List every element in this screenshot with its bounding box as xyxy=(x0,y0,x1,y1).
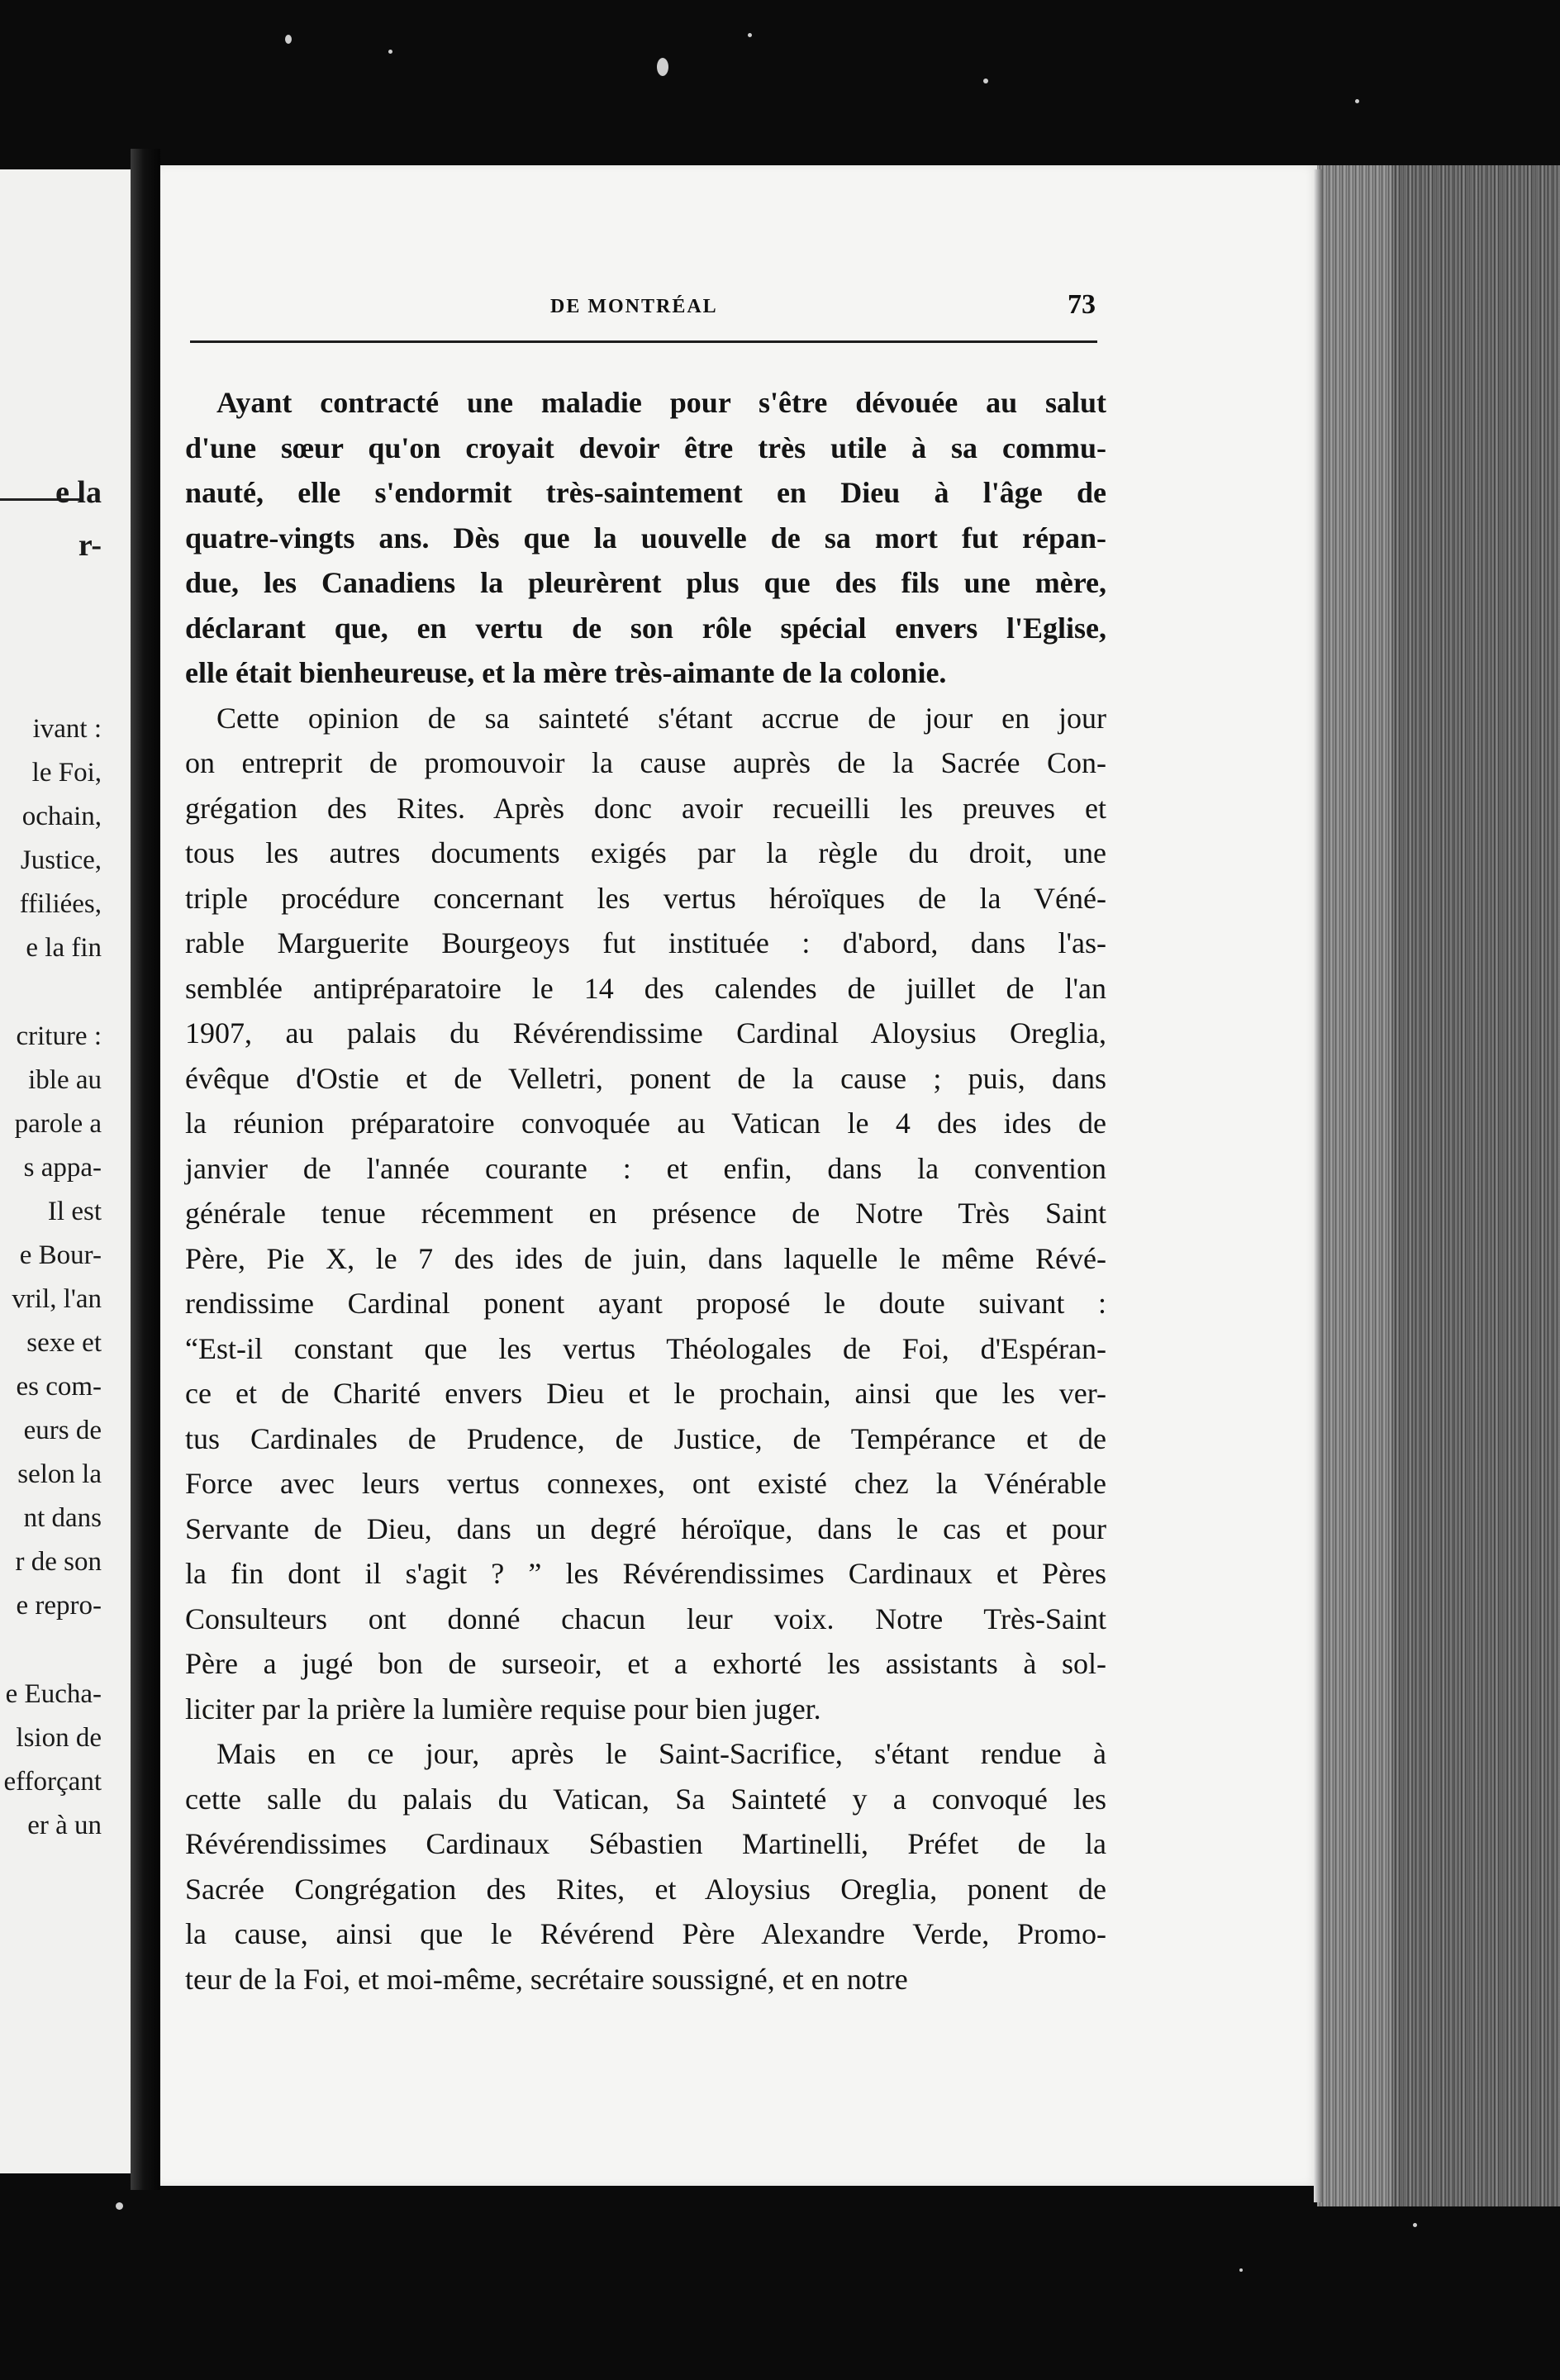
header-rule xyxy=(190,340,1097,343)
dust-speck xyxy=(657,58,668,76)
text-line: teur de la Foi, et moi-même, secrétaire soussigné, et en notre xyxy=(185,1962,908,1996)
previous-page-line: eurs de xyxy=(23,1416,102,1445)
text-line: grégation des Rites. Après donc avoir recueilli les preuves et xyxy=(185,791,1106,825)
previous-page-line: es com- xyxy=(16,1372,102,1402)
dust-speck xyxy=(1413,2223,1417,2227)
page-edge-fold xyxy=(1314,169,1322,2202)
text-line: la fin dont il s'agit ? ” les Révérendissimes Cardinaux et Pères xyxy=(185,1557,1106,1590)
previous-page-line: e la fin xyxy=(26,933,102,963)
text-line: Cette opinion de sa sainteté s'étant accrue de jour en jour xyxy=(216,701,1106,735)
text-line: Force avec leurs vertus connexes, ont existé chez la Vénérable xyxy=(185,1467,1106,1500)
dust-speck xyxy=(983,79,988,83)
text-line: “Est-il constant que les vertus Théologales de Foi, d'Espéran- xyxy=(185,1331,1106,1365)
previous-page-line: e Eucha- xyxy=(5,1679,102,1709)
previous-page-heading-line: r- xyxy=(78,528,102,563)
text-line: on entreprit de promouvoir la cause auprès de la Sacrée Con- xyxy=(185,746,1106,779)
text-line: Mais en ce jour, après le Saint-Sacrifice, s'étant rendue à xyxy=(216,1737,1106,1770)
dust-speck xyxy=(748,33,752,37)
dust-speck xyxy=(1355,99,1359,103)
dust-speck xyxy=(116,2202,123,2210)
text-line: Révérendissimes Cardinaux Sébastien Martinelli, Préfet de la xyxy=(185,1827,1106,1860)
text-line: générale tenue récemment en présence de Notre Très Saint xyxy=(185,1197,1106,1230)
previous-page-line: le Foi, xyxy=(31,758,102,788)
previous-page-line: e Bour- xyxy=(19,1240,102,1270)
previous-page-line: ochain, xyxy=(21,802,102,831)
text-line: liciter par la prière la lumière requise pour bien juger. xyxy=(185,1692,821,1726)
running-head xyxy=(160,289,1317,322)
text-line: la réunion préparatoire convoquée au Vatican le 4 des ides de xyxy=(185,1107,1106,1140)
text-line: tous les autres documents exigés par la règle du droit, une xyxy=(185,836,1106,869)
previous-page-line: lsion de xyxy=(16,1723,102,1753)
text-line: la cause, ainsi que le Révérend Père Alexandre Verde, Promo- xyxy=(185,1917,1106,1950)
text-line: nauté, elle s'endormit très-saintement en Dieu à l'âge de xyxy=(185,476,1106,509)
text-line: Sacrée Congrégation des Rites, et Aloysius Oreglia, ponent de xyxy=(185,1872,1106,1906)
text-line: Père a jugé bon de surseoir, et a exhorté les assistants à sol- xyxy=(185,1647,1106,1680)
page-number: 73 xyxy=(1068,289,1096,320)
previous-page-line: Il est xyxy=(47,1197,102,1226)
book-gutter xyxy=(131,149,160,2190)
text-line: évêque d'Ostie et de Velletri, ponent de la cause ; puis, dans xyxy=(185,1061,1106,1095)
previous-page-line: ible au xyxy=(28,1065,102,1095)
previous-page-line: ffiliées, xyxy=(19,889,102,919)
text-line: quatre-vingts ans. Dès que la uouvelle de sa mort fut répan- xyxy=(185,521,1106,555)
text-line: semblée antipréparatoire le 14 des calendes de juillet de l'an xyxy=(185,971,1106,1005)
body-text xyxy=(185,380,1106,2002)
text-line: Servante de Dieu, dans un degré héroïque, dans le cas et pour xyxy=(185,1511,1106,1545)
book-page xyxy=(160,165,1317,2186)
dust-speck xyxy=(388,50,392,54)
dust-speck xyxy=(1239,2268,1243,2272)
text-line: janvier de l'année courante : et enfin, dans la convention xyxy=(185,1151,1106,1185)
running-head-title: DE MONTRÉAL xyxy=(550,296,718,317)
previous-page-line: sexe et xyxy=(26,1328,102,1358)
previous-page-line: Justice, xyxy=(20,845,102,875)
text-line: due, les Canadiens la pleurèrent plus que des fils une mère, xyxy=(185,566,1106,599)
previous-page-line: vril, l'an xyxy=(12,1284,102,1314)
text-line: cette salle du palais du Vatican, Sa Sainteté y a convoqué les xyxy=(185,1782,1106,1816)
text-line: triple procédure concernant les vertus héroïques de la Véné- xyxy=(185,881,1106,915)
previous-page-line: s appa- xyxy=(23,1153,102,1183)
text-line: déclarant que, en vertu de son rôle spécial envers l'Eglise, xyxy=(185,611,1106,645)
dust-speck xyxy=(285,35,292,44)
previous-page-line: nt dans xyxy=(23,1503,102,1533)
page-edges xyxy=(1317,165,1560,2206)
previous-page-line: criture : xyxy=(16,1021,102,1051)
previous-page-line: e repro- xyxy=(16,1591,102,1621)
previous-page-line: selon la xyxy=(17,1459,102,1489)
previous-page-line: r de son xyxy=(15,1547,102,1577)
previous-page-line: parole a xyxy=(14,1109,102,1139)
text-line: elle était bienheureuse, et la mère très-aimante de la colonie. xyxy=(185,656,947,689)
previous-page-fragment xyxy=(0,169,131,2173)
previous-page-line: er à un xyxy=(27,1811,102,1840)
text-line: Consulteurs ont donné chacun leur voix. Notre Très-Saint xyxy=(185,1602,1106,1635)
text-line: 1907, au palais du Révérendissime Cardinal Aloysius Oreglia, xyxy=(185,1016,1106,1050)
text-line: rable Marguerite Bourgeoys fut instituée : d'abord, dans l'as- xyxy=(185,926,1106,959)
text-line: ce et de Charité envers Dieu et le prochain, ainsi que les ver- xyxy=(185,1377,1106,1410)
text-line: tus Cardinales de Prudence, de Justice, de Tempérance et de xyxy=(185,1421,1106,1455)
previous-page-line: efforçant xyxy=(3,1767,102,1797)
text-line: d'une sœur qu'on croyait devoir être très utile à sa commu- xyxy=(185,431,1106,464)
text-line: Père, Pie X, le 7 des ides de juin, dans laquelle le même Révé- xyxy=(185,1241,1106,1275)
text-line: Ayant contracté une maladie pour s'être dévouée au salut xyxy=(216,386,1106,419)
text-line: rendissime Cardinal ponent ayant proposé le doute suivant : xyxy=(185,1287,1106,1320)
previous-page-line: ivant : xyxy=(32,714,102,744)
previous-page-heading-line: e la xyxy=(55,475,102,510)
